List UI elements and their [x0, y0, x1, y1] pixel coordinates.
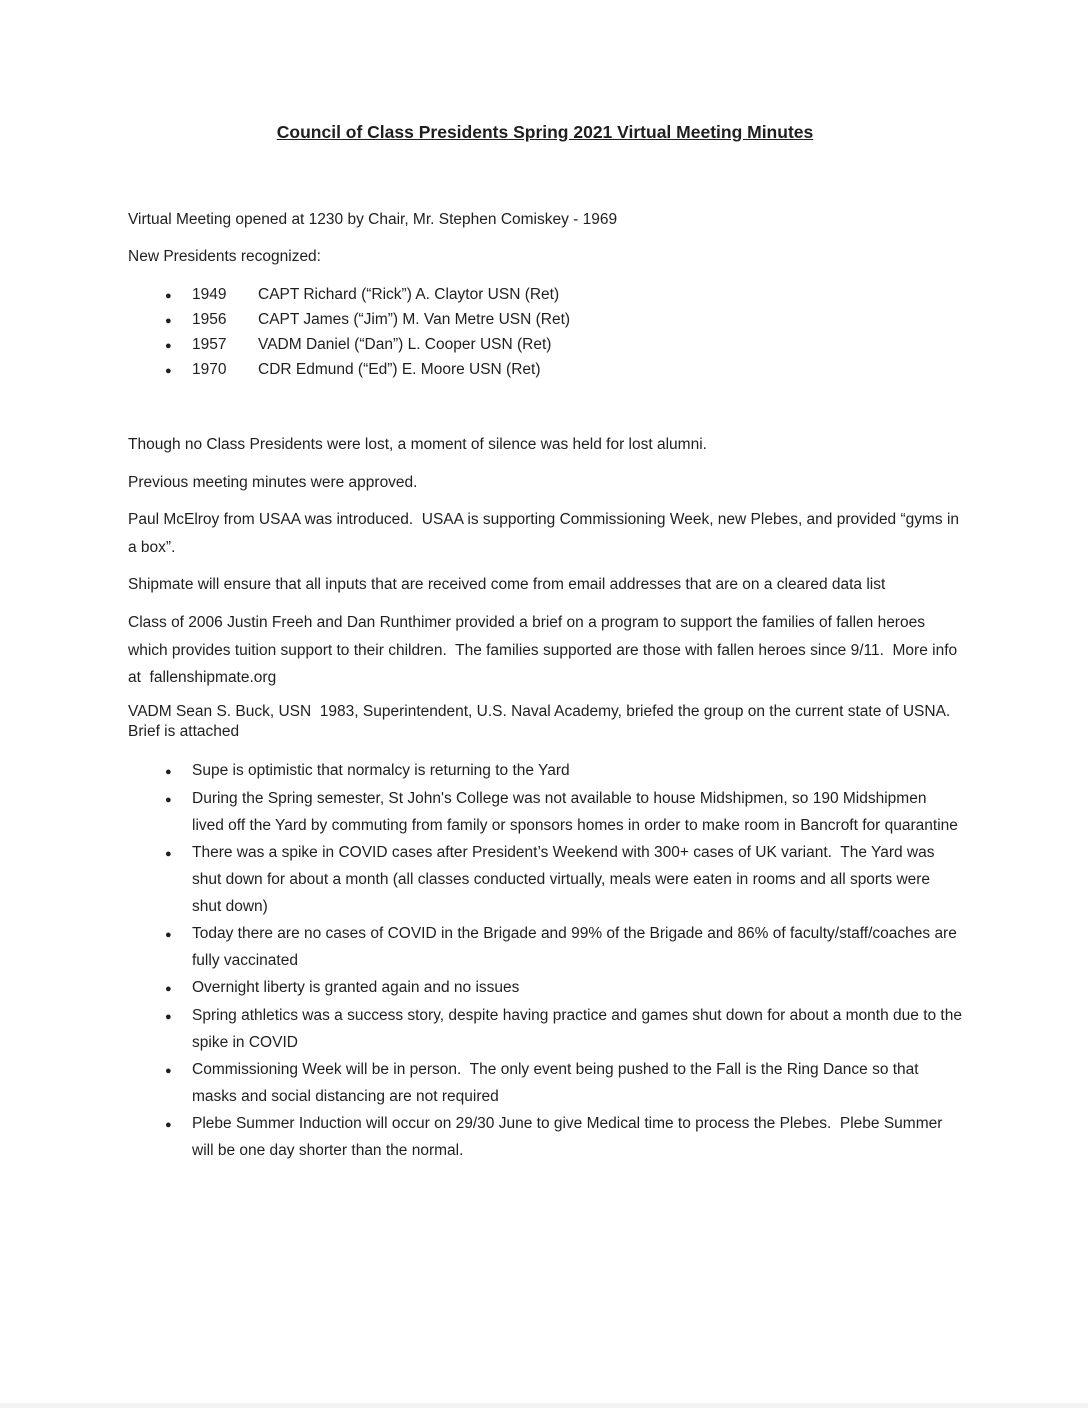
- brief-list-item: [165, 1057, 962, 1111]
- brief-item-text: Spring athletics was a success story, despite having practice and games shut down for about a month due to the spike in COVID: [192, 1006, 967, 1051]
- president-name: CAPT Richard (“Rick”) A. Claytor USN (Ret): [258, 286, 560, 304]
- president-class-year: 1957: [192, 336, 227, 354]
- president-list-item: [165, 358, 962, 383]
- president-class-year: 1949: [192, 286, 227, 304]
- brief-list-item: [165, 921, 962, 975]
- president-name: CAPT James (“Jim”) M. Van Metre USN (Ret): [258, 311, 571, 329]
- president-name: VADM Daniel (“Dan”) L. Cooper USN (Ret): [258, 336, 552, 354]
- president-list-item: [165, 283, 962, 308]
- bullet-icon: ●: [165, 928, 172, 941]
- bullet-icon: ●: [165, 290, 172, 303]
- page-bottom-edge: [0, 1403, 1088, 1408]
- brief-list-item: [165, 786, 962, 840]
- new-presidents-list: [165, 283, 962, 383]
- paragraph-moment-of-silence: Though no Class Presidents were lost, a moment of silence was held for lost alumni.: [128, 436, 707, 454]
- president-name: CDR Edmund (“Ed”) E. Moore USN (Ret): [258, 361, 541, 379]
- brief-item-text: Plebe Summer Induction will occur on 29/30 June to give Medical time to process the Plebes. Plebe Summer will be one day shorter than the normal.: [192, 1114, 947, 1159]
- bullet-icon: ●: [165, 793, 172, 806]
- brief-list-item: [165, 840, 962, 921]
- paragraph-new-presidents-heading: New Presidents recognized:: [128, 248, 321, 266]
- bullet-icon: ●: [165, 315, 172, 328]
- brief-item-text: During the Spring semester, St John's College was not available to house Midshipmen, so 190 Midshipmen lived off the Yard by commuting from family or sponsors homes in order to make room in Bancroft for quarantine: [192, 789, 958, 834]
- paragraph-minutes-approved: Previous meeting minutes were approved.: [128, 473, 418, 491]
- brief-list-item: [165, 1003, 967, 1057]
- president-class-year: 1970: [192, 361, 227, 379]
- brief-item-text: Supe is optimistic that normalcy is returning to the Yard: [192, 761, 570, 779]
- paragraph-meeting-opened: Virtual Meeting opened at 1230 by Chair, Mr. Stephen Comiskey - 1969: [128, 210, 618, 228]
- paragraph-usaa: Paul McElroy from USAA was introduced. USAA is supporting Commissioning Week, new Plebes, and provided “gyms in a box”.: [128, 511, 964, 556]
- brief-item-text: Overnight liberty is granted again and no issues: [192, 978, 520, 996]
- superintendent-brief-list: [165, 758, 967, 1165]
- bullet-icon: ●: [165, 365, 172, 378]
- bullet-icon: ●: [165, 847, 172, 860]
- bullet-icon: ●: [165, 340, 172, 353]
- brief-list-item: [165, 1111, 962, 1165]
- brief-item-text: Commissioning Week will be in person. The only event being pushed to the Fall is the Ring Dance so that masks and social distancing are not required: [192, 1060, 923, 1105]
- brief-item-text: Today there are no cases of COVID in the Brigade and 99% of the Brigade and 86% of faculty/staff/coaches are fully vaccinated: [192, 924, 962, 969]
- page-title: Council of Class Presidents Spring 2021 Virtual Meeting Minutes: [276, 122, 814, 142]
- paragraph-superintendent: VADM Sean S. Buck, USN 1983, Superintendent, U.S. Naval Academy, briefed the group on the current state of USNA. Brief is attached: [128, 702, 959, 740]
- bullet-icon: ●: [165, 1118, 172, 1131]
- bullet-icon: ●: [165, 765, 172, 778]
- paragraph-fallen-heroes: Class of 2006 Justin Freeh and Dan Runthimer provided a brief on a program to support the families of fallen heroes which provides tuition support to their children. The families supported are those with fallen heroes since 9/11. More info at fallenshipmate.org: [128, 613, 962, 687]
- bullet-icon: ●: [165, 1064, 172, 1077]
- paragraph-shipmate: Shipmate will ensure that all inputs that are received come from email addresses that are on a cleared data list: [128, 576, 886, 594]
- president-list-item: [165, 333, 962, 358]
- president-class-year: 1956: [192, 311, 227, 329]
- bullet-icon: ●: [165, 1010, 172, 1023]
- president-list-item: [165, 308, 962, 333]
- brief-item-text: There was a spike in COVID cases after President’s Weekend with 300+ cases of UK variant. The Yard was shut down for about a month (all classes conducted virtually, meals were eaten in rooms and all sports were shut down): [192, 843, 939, 915]
- bullet-icon: ●: [165, 982, 172, 995]
- brief-list-item: [165, 975, 962, 1003]
- brief-list-item: [165, 758, 962, 786]
